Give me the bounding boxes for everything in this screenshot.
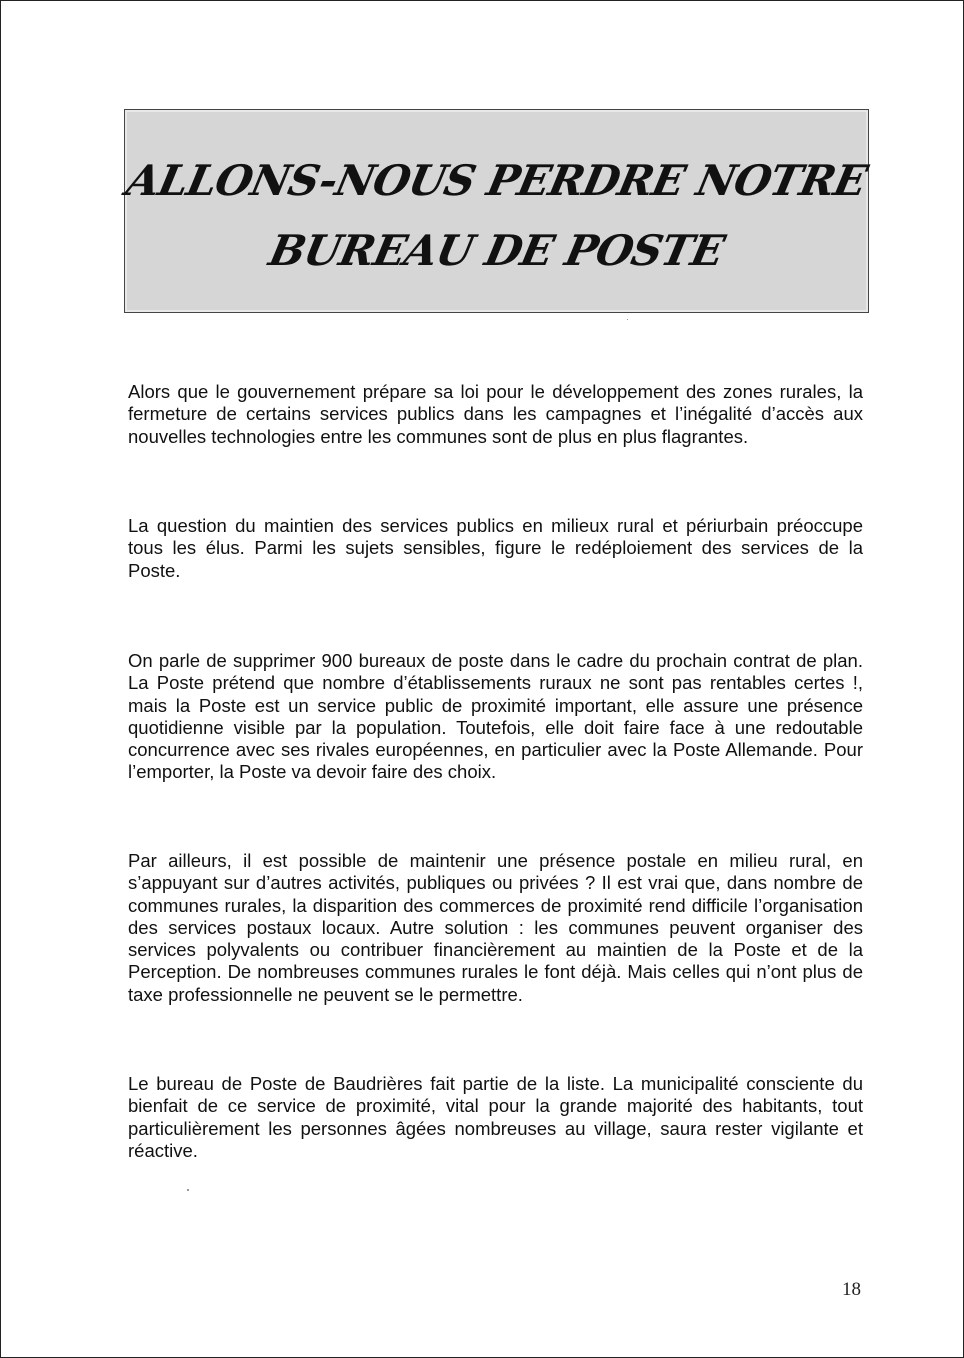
paragraph-2: La question du maintien des services publics en milieux rural et périurbain préoccupe tous les élus. Parmi les sujets sensibles, figure le redéploiement des services de la Poste. (128, 515, 863, 581)
paragraph-3: On parle de supprimer 900 bureaux de poste dans le cadre du prochain contrat de plan. La Poste prétend que nombre d’établissements ruraux ne sont pas rentables certes !, mais la Poste est un service public de proximité important, elle assure une présence quotidienne visible par la population. Toutefois, elle doit faire face à une redoutable concurrence avec ses rivales européennes, en particulier avec la Poste Allemande. Pour l’emporter, la Poste va devoir faire des choix. (128, 650, 863, 783)
scan-speck (187, 1189, 189, 1191)
paragraph-1: Alors que le gouvernement prépare sa loi pour le développement des zones rurales, la fermeture de certains services publics dans les campagnes et l’inégalité d’accès aux nouvelles technologies entre les communes sont de plus en plus flagrantes. (128, 381, 863, 447)
paragraph-4: Par ailleurs, il est possible de maintenir une présence postale en milieu rural, en s’appuyant sur d’autres activités, publiques ou privées ? Il est vrai que, dans nombre de communes rurales, la disparition des commerces de proximité rend difficile l’organisation des services postaux locaux. Autre solution : les communes peuvent organiser des services polyvalents ou contribuer financièrement au maintien de la Poste et de la Perception. De nombreuses communes rurales le font déjà. Mais celles qui n’ont plus de taxe professionnelle ne peuvent se le permettre. (128, 850, 863, 1005)
scan-speck (627, 319, 628, 320)
page-number: 18 (842, 1279, 861, 1300)
title-banner (124, 109, 869, 313)
title-line-2: BUREAU DE POSTE (264, 226, 729, 275)
paragraph-5: Le bureau de Poste de Baudrières fait partie de la liste. La municipalité consciente du bienfait de ce service de proximité, vital pour la grande majorité des habitants, tout particulièrement les personnes âgées nombreuses au village, saura rester vigilante et réactive. (128, 1073, 863, 1161)
title-line-1: ALLONS-NOUS PERDRE NOTRE (122, 156, 871, 205)
